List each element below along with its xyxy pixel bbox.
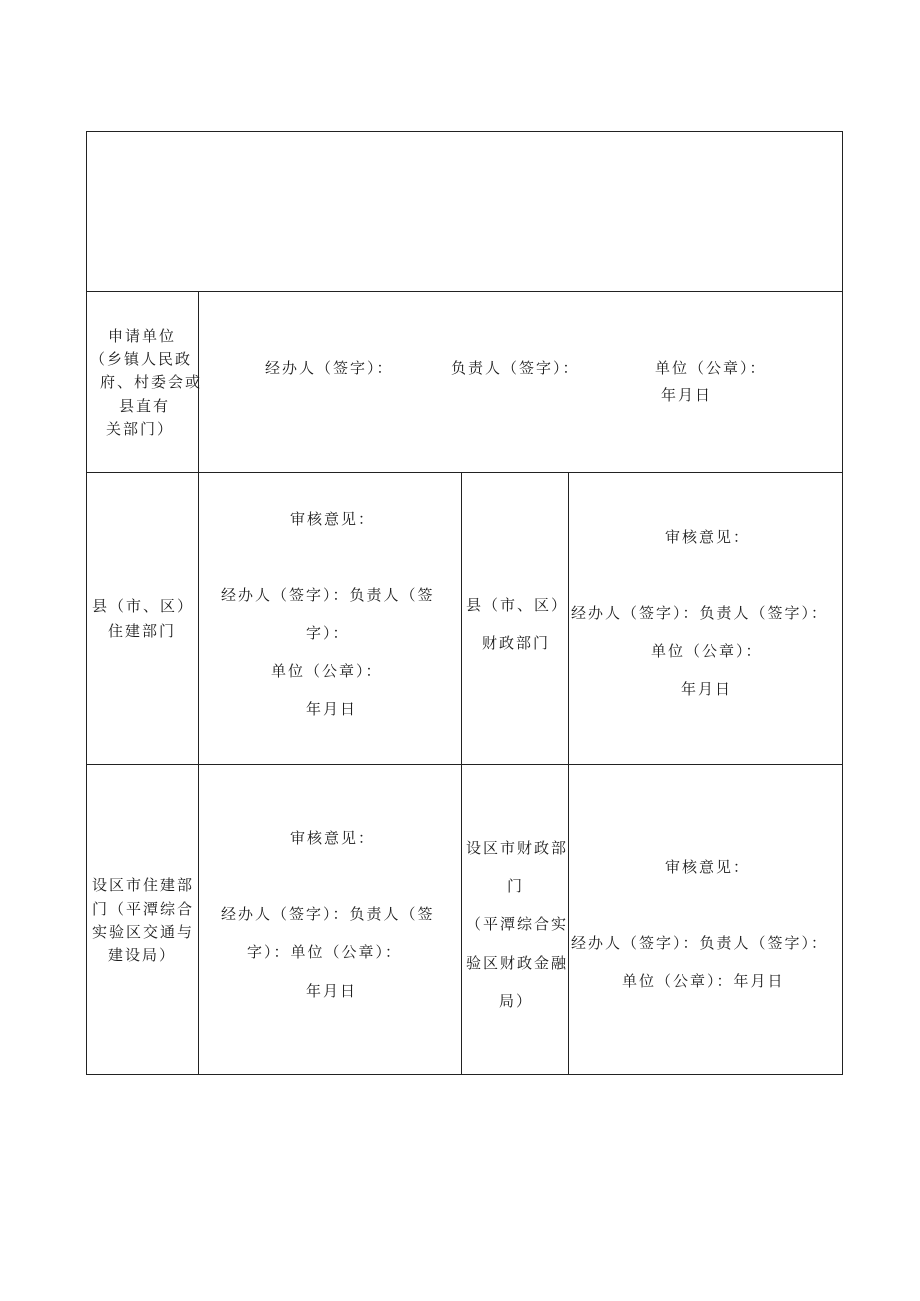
city-finance-sign: 经办人（签字）：负责人（签字）： bbox=[571, 934, 829, 952]
county-housing-label: 县（市、区） bbox=[92, 597, 195, 615]
city-finance-label: 门 bbox=[507, 877, 525, 895]
city-finance-label: 局） bbox=[499, 992, 534, 1010]
city-housing-sign: 经办人（签字）：负责人（签 bbox=[221, 905, 435, 923]
table-row-divider bbox=[86, 764, 843, 765]
city-finance-label: 验区财政金融 bbox=[466, 954, 569, 972]
applicant-date: 年月日 bbox=[661, 386, 713, 404]
table-col-divider bbox=[568, 472, 569, 1075]
county-housing-opinion: 审核意见： bbox=[290, 510, 376, 528]
blank-top-cell bbox=[87, 132, 842, 291]
applicant-label: 县直有 bbox=[119, 397, 171, 415]
county-finance-opinion: 审核意见： bbox=[665, 528, 751, 546]
applicant-handler-sign: 经办人（签字）： bbox=[265, 359, 394, 377]
table-row-divider bbox=[86, 291, 843, 292]
applicant-seal: 单位（公章）： bbox=[655, 359, 767, 377]
city-housing-opinion: 审核意见： bbox=[290, 829, 376, 847]
table-col-divider bbox=[198, 291, 199, 1075]
county-housing-sign: 经办人（签字）：负责人（签 bbox=[221, 586, 435, 604]
city-housing-label: 建设局） bbox=[108, 946, 177, 964]
county-finance-sign: 经办人（签字）：负责人（签字）： bbox=[571, 604, 829, 622]
county-housing-sign: 字）： bbox=[306, 624, 350, 642]
city-housing-label: 门（平潭综合 bbox=[92, 900, 195, 918]
city-finance-opinion: 审核意见： bbox=[665, 858, 751, 876]
applicant-label: 申请单位 bbox=[108, 327, 177, 345]
applicant-label: 关部门） bbox=[106, 420, 175, 438]
applicant-leader-sign: 负责人（签字）： bbox=[451, 359, 580, 377]
city-housing-sign: 字）：单位（公章）： bbox=[247, 943, 403, 961]
city-finance-seal-date: 单位（公章）：年月日 bbox=[622, 972, 785, 990]
county-finance-seal: 单位（公章）： bbox=[651, 642, 763, 660]
county-finance-date: 年月日 bbox=[681, 680, 733, 698]
county-housing-label: 住建部门 bbox=[108, 622, 177, 640]
city-finance-label: （平潭综合实 bbox=[466, 915, 569, 933]
city-housing-label: 实验区交通与 bbox=[92, 923, 195, 941]
table-col-divider bbox=[461, 472, 462, 1075]
table-row-divider bbox=[86, 472, 843, 473]
table-border-bottom bbox=[86, 1074, 843, 1075]
city-housing-date: 年月日 bbox=[306, 982, 358, 1000]
applicant-label: 府、村委会或 bbox=[100, 373, 203, 391]
county-finance-label: 县（市、区） bbox=[466, 596, 569, 614]
table-border-right bbox=[842, 131, 843, 1075]
applicant-label: （乡镇人民政 bbox=[90, 350, 193, 368]
county-finance-label: 财政部门 bbox=[482, 634, 551, 652]
county-housing-date: 年月日 bbox=[306, 700, 358, 718]
city-housing-label: 设区市住建部 bbox=[92, 876, 195, 894]
city-finance-label: 设区市财政部 bbox=[466, 839, 569, 857]
county-housing-seal: 单位（公章）： bbox=[271, 662, 383, 680]
